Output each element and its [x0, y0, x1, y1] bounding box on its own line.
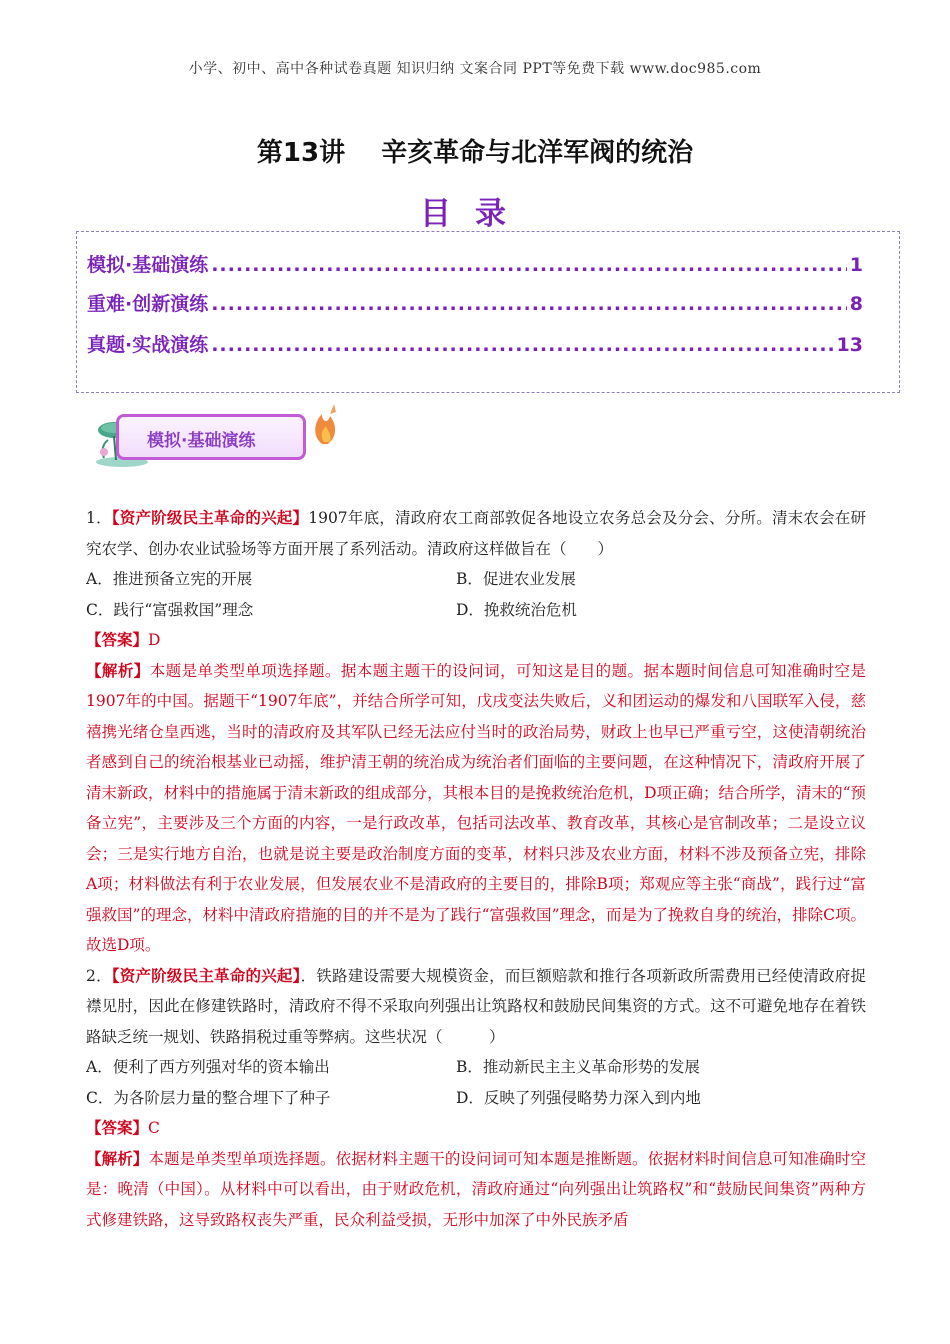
toc-leader-dots — [211, 293, 847, 315]
toc-item[interactable] — [87, 289, 863, 316]
answer-line — [86, 1113, 866, 1144]
option-c[interactable]: C．践行“富强救国”理念 — [86, 600, 254, 619]
lecture-topic: 辛亥革命与北洋军阀的统治 — [381, 138, 694, 168]
toc-heading: 目录 — [420, 196, 530, 232]
question-list — [86, 503, 866, 1235]
option-list — [86, 564, 866, 625]
table-of-contents — [76, 231, 900, 393]
toc-item[interactable] — [87, 330, 863, 357]
toc-leader-dots — [211, 334, 833, 356]
question-item — [86, 503, 866, 961]
option-c[interactable]: C．为各阶层力量的整合埋下了种子 — [86, 1088, 331, 1107]
question-item — [86, 961, 866, 1236]
explanation — [86, 1144, 866, 1236]
answer-label: 【答案】 — [86, 1118, 149, 1137]
toc-item-page: 8 — [849, 293, 863, 315]
toc-leader-dots — [211, 254, 847, 276]
explanation-text: 本题是单类型单项选择题。依据材料主题干的设问词可知本题是推断题。依据材料时间信息可知准确时空是：晚清（中国）。从材料中可以看出，由于财政危机，清政府通过“向列强出让筑路权”和“鼓励民间集资”两种方式修建铁路，这导致路权丧失严重，民众利益受损，无形中加深了中外民族矛盾 — [86, 1149, 866, 1229]
question-text: ．铁路建设需要大规模资金，而巨额赔款和推行各项新政所需费用已经使清政府捉襟见肘，因此在修建铁路时，清政府不得不采取向列强出让筑路权和鼓励民间集资的方式。这不可避免地存在着铁路缺乏统一规划、铁路捐税过重等弊病。这些状况（ ） — [86, 966, 866, 1046]
flame-icon — [308, 402, 342, 446]
toc-item-label: 重难·创新演练 — [87, 293, 209, 315]
option-a[interactable]: A．便利了西方列强对华的资本输出 — [86, 1058, 330, 1076]
section-badge-label: 模拟·基础演练 — [147, 431, 256, 451]
toc-item[interactable] — [87, 250, 863, 277]
explanation-text: 本题是单类型单项选择题。据本题主题干的设问词，可知这是目的题。据本题时间信息可知准确时空是1907年的中国。据题干“1907年底”，并结合所学可知，戊戌变法失败后，义和团运动的爆发和八国联军入侵，慈禧携光绪仓皇西逃，当时的清政府及其军队已经无法应付当时的政治局势，财政上也早已严重亏空，这使清朝统治者感到自己的统治根基业已动摇，维护清王朝的统治成为统治者们面临的主要问题，在这种情况下，清政府开展了清末新政，材料中的措施属于清末新政的组成部分，其根本目的是挽救统治危机，D项正确；结合所学，清末的“预备立宪”，主要涉及三个方面的内容，一是行政改革，包括司法改革、教育改革，其核心是官制改革；二是设立议会；三是实行地方自治，也就是说主要是政治制度方面的变革，材料只涉及农业方面，材料不涉及预备立宪，排除A项；材料做法有利于农业发展，但发展农业不是清政府的主要目的，排除B项；郑观应等主张“商战”，践行过“富强救国”的理念，材料中清政府措施的目的并不是为了践行“富强救国”理念，而是为了挽救自身的统治，排除C项。故选D项。 — [86, 661, 866, 954]
answer-line — [86, 625, 866, 656]
page-title — [0, 132, 950, 169]
answer-value: C — [148, 1119, 160, 1137]
question-number: 2． — [86, 966, 112, 985]
option-b[interactable]: B．促进农业发展 — [456, 570, 576, 588]
option-a[interactable]: A．推进预备立宪的开展 — [86, 570, 253, 588]
question-text: 1907年底，清政府农工商部敦促各地设立农务总会及分会、分所。清末农会在研究农学、创办农业试验场等方面开展了系列活动。清政府这样做旨在（ ） — [86, 509, 866, 558]
answer-value: D — [148, 631, 161, 649]
section-badge-frame — [116, 414, 306, 460]
question-tag: 【资产阶级民主革命的兴起】 — [111, 966, 301, 985]
toc-item-page: 13 — [836, 334, 863, 356]
section-badge — [94, 402, 344, 470]
question-tag: 【资产阶级民主革命的兴起】 — [111, 509, 309, 527]
lecture-number: 第13讲 — [256, 138, 346, 168]
question-stem — [86, 503, 866, 564]
option-d[interactable]: D．挽救统治危机 — [456, 600, 577, 619]
toc-item-page: 1 — [849, 254, 863, 276]
answer-label: 【答案】 — [86, 630, 149, 649]
option-list — [86, 1052, 866, 1113]
option-b[interactable]: B．推动新民主主义革命形势的发展 — [456, 1058, 700, 1076]
explanation-label: 【解析】 — [86, 660, 150, 680]
question-stem — [86, 961, 866, 1053]
explanation — [86, 656, 866, 961]
question-number: 1． — [86, 509, 112, 527]
explanation-label: 【解析】 — [86, 1148, 149, 1168]
toc-item-label: 模拟·基础演练 — [87, 254, 209, 276]
page-header: 小学、初中、高中各种试卷真题 知识归纳 文案合同 PPT等免费下载 www.doc985.com — [188, 61, 762, 77]
option-d[interactable]: D．反映了列强侵略势力深入到内地 — [456, 1088, 701, 1107]
toc-item-label: 真题·实战演练 — [87, 334, 209, 356]
